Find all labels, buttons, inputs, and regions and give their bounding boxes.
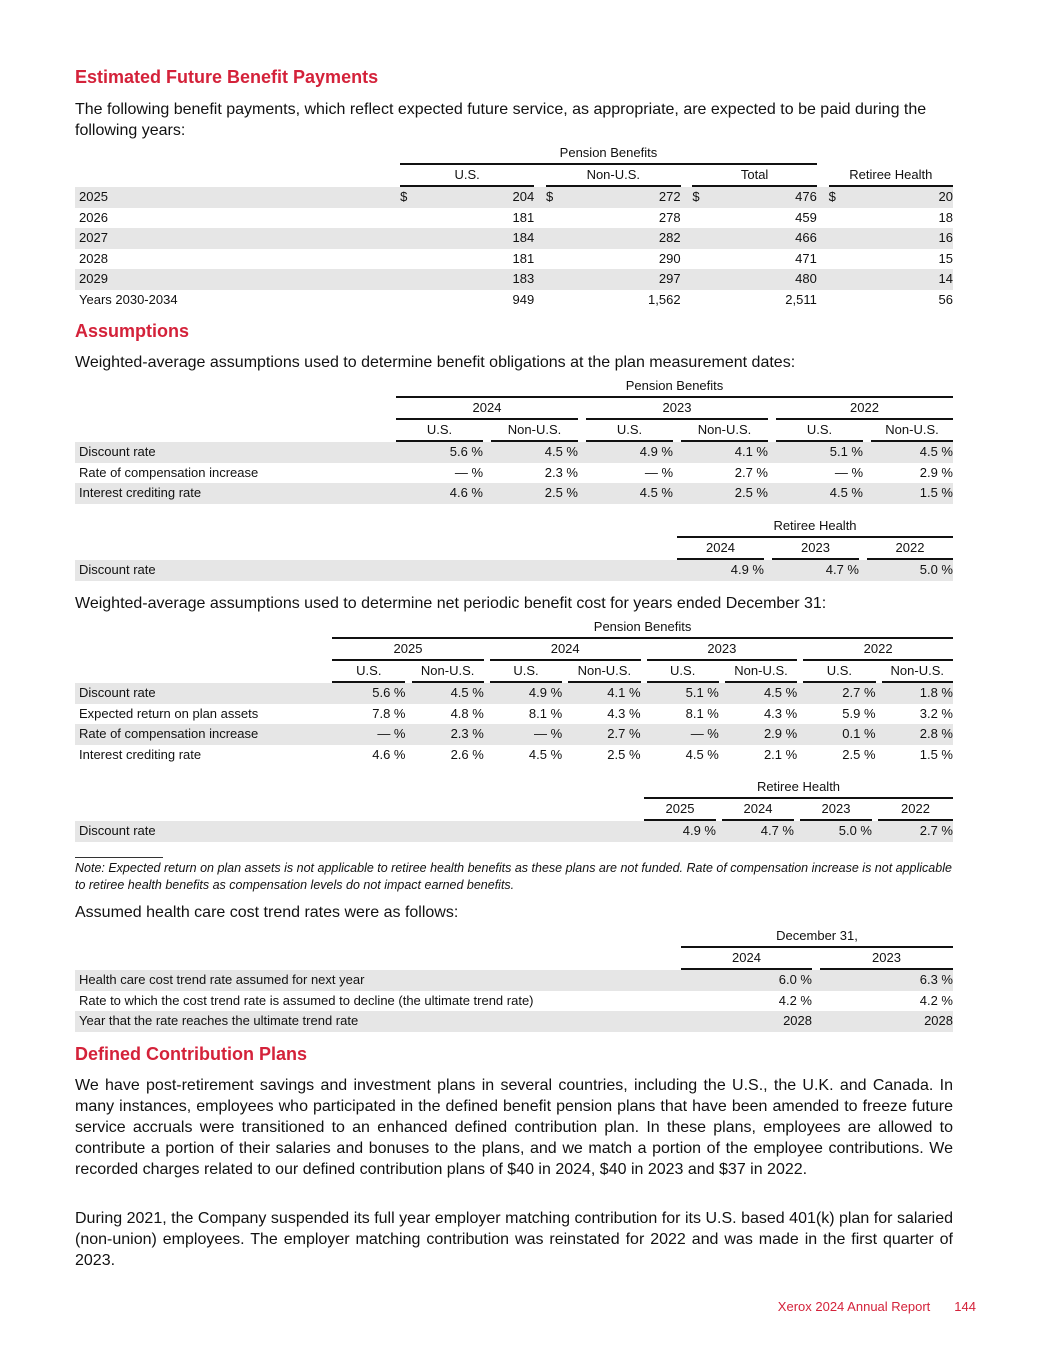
table-row: Years 2030-2034 949 1,562 2,511 56 bbox=[79, 291, 953, 307]
defined-contribution-paragraph-1: We have post-retirement savings and investment plans in several countries, including the U.S., the U.K. and Canada. In many instances, employees who participated in the defined benefit pension plans that have been amended to freeze future service accruals were transitioned to an enhanced defined contribution plan. In these plans, employees are allowed to contribute a portion of their salaries and bonuses to the plans, and we match a portion of the employee contributions. We recorded charges related to our defined contribution plans of $40 in 2024, $40 in 2023 and $37 in 2022. bbox=[75, 1077, 953, 1178]
table-row: Rate to which the cost trend rate is assumed to decline (the ultimate trend rate) 4.2 % 4.2 % bbox=[79, 992, 953, 1008]
column-header: Non-U.S. bbox=[546, 165, 681, 187]
group-header: Retiree Health bbox=[644, 777, 953, 799]
currency-symbol: $ bbox=[692, 187, 702, 208]
cost-retiree-table: Retiree Health 2025 2024 2023 2022 Discount rate 4.9 % 4.7 % 5.0 % 2.7 % bbox=[75, 777, 953, 842]
cost-pension-table: Pension Benefits 2025 2024 2023 2022 U.S. Non-U.S. U.S. Non-U.S. U.S. Non-U.S. U.S. Non-U.S. Discount rate 5.6 % 4.5 % 4.9 % 4.1 % 5.1 % 4.5 % 2.7 % 1.8 % Expected return on plan assets 7.8 % 4.8 % 8.1 % 4.3 % 8.1 % 4.3 % 5.9 % 3.2 % Rate of compensation increase — % 2.3 % — % 2.7 % — % 2.9 % 0.1 % 2.8 % Interest crediting rate 4.6 % 2.6 % 4.5 % 2.5 % 4.5 % 2.1 % 2.5 % 1.5 % bbox=[75, 617, 953, 765]
table-row: 2029 183 297 480 14 bbox=[75, 269, 953, 290]
trend-table: December 31, 2024 2023 Health care cost trend rate assumed for next year 6.0 % 6.3 % Rate to which the cost trend rate is assumed to decline (the ultimate trend rate) 4.2 % 4.2 % Year that the rate reaches the ultimate trend rate 2028 2028 bbox=[75, 926, 953, 1032]
group-header: Pension Benefits bbox=[400, 143, 817, 165]
page-number: 144 bbox=[954, 1299, 976, 1314]
table-row: Interest crediting rate 4.6 % 2.6 % 4.5 % 2.5 % 4.5 % 2.1 % 2.5 % 1.5 % bbox=[79, 746, 953, 762]
column-header: Total bbox=[692, 165, 816, 187]
table-row: Rate of compensation increase — % 2.3 % — % 2.7 % — % 2.9 % bbox=[79, 464, 953, 480]
table-row: Discount rate 4.9 % 4.7 % 5.0 % 2.7 % bbox=[75, 821, 953, 842]
group-header: Pension Benefits bbox=[396, 376, 953, 398]
column-header: Retiree Health bbox=[829, 165, 953, 187]
section-heading-future-benefit-payments: Estimated Future Benefit Payments bbox=[75, 67, 379, 87]
table-row: Discount rate 5.6 % 4.5 % 4.9 % 4.1 % 5.1 % 4.5 % 2.7 % 1.8 % bbox=[75, 683, 953, 704]
table-row: 2027 184 282 466 16 bbox=[75, 228, 953, 249]
table-row: Health care cost trend rate assumed for next year 6.0 % 6.3 % bbox=[75, 970, 953, 991]
future-benefit-payments-table bbox=[75, 143, 953, 310]
currency-symbol: $ bbox=[829, 187, 839, 208]
group-header: December 31, bbox=[681, 926, 953, 948]
table-row: Interest crediting rate 4.6 % 2.5 % 4.5 % 2.5 % 4.5 % 1.5 % bbox=[75, 483, 953, 504]
table-row: Expected return on plan assets 7.8 % 4.8 % 8.1 % 4.3 % 8.1 % 4.3 % 5.9 % 3.2 % bbox=[79, 705, 953, 721]
year-header: 2022 bbox=[776, 398, 953, 420]
defined-contribution-paragraph-2: During 2021, the Company suspended its full year employer matching contribution for its U.S. based 401(k) plan for salaried (non-union) employees. The employer matching contribution was reinstated for 2022 and was made in the first quarter of 2023. bbox=[75, 1210, 953, 1269]
table-row: 2028 181 290 471 15 bbox=[79, 250, 953, 266]
cost-intro: Weighted-average assumptions used to determine net periodic benefit cost for years ended December 31: bbox=[75, 595, 827, 612]
table-row: 2026 181 278 459 18 bbox=[79, 209, 953, 225]
footnote: Note: Expected return on plan assets is not applicable to retiree health benefits as these plans are not funded. Rate of compensation increase is not applicable to retiree health benefits as compensation levels do not impact earned benefits. bbox=[75, 861, 952, 892]
table-row: Discount rate 4.9 % 4.7 % 5.0 % bbox=[75, 560, 953, 581]
trend-intro: Assumed health care cost trend rates were as follows: bbox=[75, 904, 459, 921]
currency-symbol: $ bbox=[546, 187, 556, 208]
table-row: Discount rate 5.6 % 4.5 % 4.9 % 4.1 % 5.1 % 4.5 % bbox=[75, 442, 953, 463]
page-footer bbox=[778, 1299, 976, 1314]
report-title: Xerox 2024 Annual Report bbox=[777, 1299, 931, 1314]
footnote-divider bbox=[75, 857, 163, 858]
year-header: 2024 bbox=[396, 398, 578, 420]
group-header: Retiree Health bbox=[677, 516, 953, 538]
table-row: Rate of compensation increase — % 2.3 % — % 2.7 % — % 2.9 % 0.1 % 2.8 % bbox=[75, 724, 953, 745]
column-header: U.S. bbox=[400, 165, 534, 187]
obligations-pension-table: Pension Benefits 2024 2023 2022 U.S. Non-U.S. U.S. Non-U.S. U.S. Non-U.S. Discount rate 5.6 % 4.5 % 4.9 % 4.1 % 5.1 % 4.5 % Rate of compensation increase — % 2.3 % — % 2.7 % — % 2.9 % Interest crediting rate 4.6 % 2.5 % 4.5 % 2.5 % 4.5 % 1.5 % bbox=[75, 376, 953, 504]
year-header: 2023 bbox=[586, 398, 768, 420]
obligations-retiree-table: Retiree Health 2024 2023 2022 Discount rate 4.9 % 4.7 % 5.0 % bbox=[75, 516, 953, 581]
section-heading-defined-contribution: Defined Contribution Plans bbox=[75, 1044, 307, 1064]
obligations-intro: Weighted-average assumptions used to determine benefit obligations at the plan measurement dates: bbox=[75, 354, 796, 371]
table-row: Year that the rate reaches the ultimate trend rate 2028 2028 bbox=[75, 1011, 953, 1032]
table-row: 2025 $ 204 $ 272 $ 476 $ 20 bbox=[75, 187, 953, 208]
intro-paragraph: The following benefit payments, which reflect expected future service, as appropriate, are expected to be paid during the following years: bbox=[75, 101, 927, 139]
group-header: Pension Benefits bbox=[332, 617, 953, 639]
currency-symbol: $ bbox=[400, 187, 410, 208]
section-heading-assumptions: Assumptions bbox=[75, 321, 190, 341]
